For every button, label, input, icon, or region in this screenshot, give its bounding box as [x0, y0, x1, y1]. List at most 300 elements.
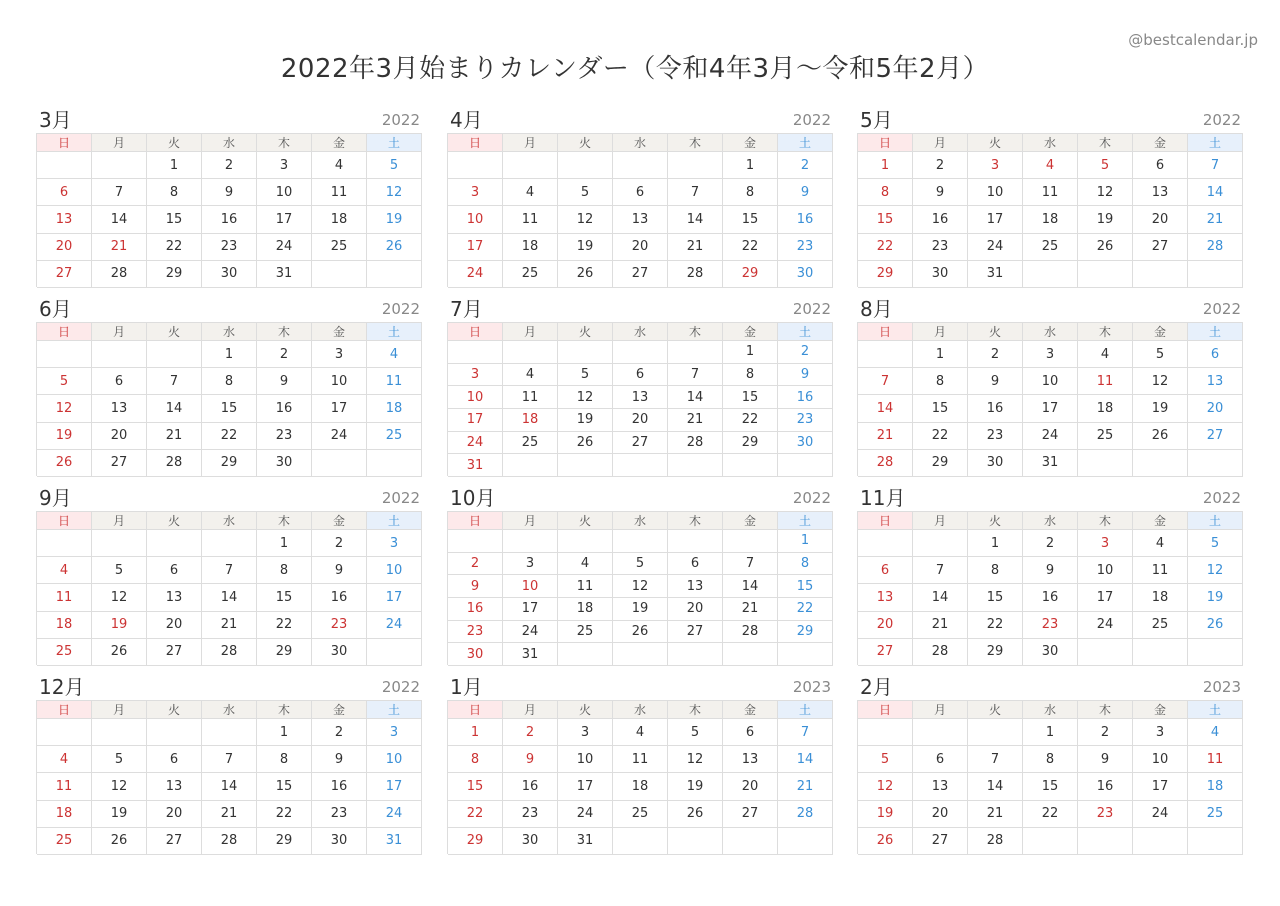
- weekday-header: 金: [312, 134, 367, 152]
- empty-cell: [503, 454, 558, 477]
- month-year: 2022: [792, 111, 831, 129]
- day-cell: 3: [448, 179, 503, 206]
- day-cell: 29: [858, 261, 913, 288]
- day-cell: 26: [558, 432, 613, 455]
- day-cell: 20: [723, 773, 778, 800]
- month-name: 3月: [39, 108, 72, 132]
- day-cell: 9: [257, 368, 312, 395]
- empty-cell: [92, 341, 147, 368]
- day-cell: 26: [1188, 612, 1243, 639]
- day-cell: 29: [147, 261, 202, 288]
- month-header: [447, 674, 833, 700]
- day-cell: 30: [312, 639, 367, 666]
- day-cell: 15: [913, 395, 968, 422]
- weekday-header: 月: [92, 323, 147, 341]
- day-cell: 22: [968, 612, 1023, 639]
- month-grid: [857, 322, 1243, 476]
- month-header: [36, 296, 422, 322]
- month-name: 8月: [860, 297, 893, 321]
- day-cell: 29: [778, 621, 833, 644]
- day-cell: 27: [92, 450, 147, 477]
- day-cell: 26: [37, 450, 92, 477]
- day-cell: 22: [778, 598, 833, 621]
- day-cell: 7: [202, 746, 257, 773]
- day-cell: 8: [723, 179, 778, 206]
- weekday-header: 日: [448, 701, 503, 719]
- day-cell: 21: [92, 234, 147, 261]
- day-cell: 5: [37, 368, 92, 395]
- day-cell: 8: [202, 368, 257, 395]
- day-cell: 5: [1078, 152, 1133, 179]
- day-cell: 10: [1133, 746, 1188, 773]
- weekday-header: 金: [1133, 134, 1188, 152]
- day-cell: 25: [1133, 612, 1188, 639]
- day-cell: 11: [503, 386, 558, 409]
- day-cell: 13: [668, 575, 723, 598]
- weekday-header: 火: [147, 512, 202, 530]
- day-cell: 10: [257, 179, 312, 206]
- month-grid: [447, 322, 833, 476]
- day-cell: 4: [503, 179, 558, 206]
- day-cell: 28: [968, 828, 1023, 855]
- day-cell: 20: [668, 598, 723, 621]
- weekday-header: 木: [257, 134, 312, 152]
- month-year: 2023: [1202, 678, 1241, 696]
- weekday-header: 水: [613, 701, 668, 719]
- day-cell: 9: [312, 557, 367, 584]
- month-name: 1月: [450, 675, 483, 699]
- day-cell: 10: [968, 179, 1023, 206]
- day-cell: 14: [668, 386, 723, 409]
- day-cell: 1: [202, 341, 257, 368]
- day-cell: 29: [257, 828, 312, 855]
- weekday-header: 日: [37, 512, 92, 530]
- day-cell: 31: [448, 454, 503, 477]
- day-cell: 22: [723, 234, 778, 261]
- day-cell: 6: [37, 179, 92, 206]
- day-cell: 9: [202, 179, 257, 206]
- weekday-header: 火: [147, 134, 202, 152]
- day-cell: 31: [968, 261, 1023, 288]
- day-cell: 9: [968, 368, 1023, 395]
- day-cell: 7: [858, 368, 913, 395]
- day-cell: 17: [367, 584, 422, 611]
- day-cell: 9: [1023, 557, 1078, 584]
- empty-cell: [723, 530, 778, 553]
- day-cell: 24: [1023, 423, 1078, 450]
- day-cell: 26: [558, 261, 613, 288]
- day-cell: 26: [858, 828, 913, 855]
- empty-cell: [92, 719, 147, 746]
- day-cell: 11: [1133, 557, 1188, 584]
- day-cell: 22: [202, 423, 257, 450]
- day-cell: 24: [367, 801, 422, 828]
- day-cell: 5: [858, 746, 913, 773]
- weekday-header: 水: [613, 134, 668, 152]
- day-cell: 24: [558, 801, 613, 828]
- weekday-header: 月: [503, 134, 558, 152]
- day-cell: 29: [723, 432, 778, 455]
- day-cell: 5: [1188, 530, 1243, 557]
- day-cell: 23: [913, 234, 968, 261]
- day-cell: 27: [613, 432, 668, 455]
- day-cell: 28: [778, 801, 833, 828]
- month-grid: [857, 133, 1243, 287]
- month-calendar: [857, 107, 1243, 287]
- empty-cell: [723, 828, 778, 855]
- month-header: [857, 107, 1243, 133]
- day-cell: 25: [1188, 801, 1243, 828]
- weekday-header: 金: [1133, 323, 1188, 341]
- weekday-header: 月: [913, 701, 968, 719]
- day-cell: 13: [92, 395, 147, 422]
- day-cell: 14: [1188, 179, 1243, 206]
- day-cell: 8: [913, 368, 968, 395]
- day-cell: 3: [367, 719, 422, 746]
- month-year: 2022: [381, 678, 420, 696]
- day-cell: 14: [668, 206, 723, 233]
- day-cell: 30: [202, 261, 257, 288]
- day-cell: 22: [913, 423, 968, 450]
- empty-cell: [37, 341, 92, 368]
- day-cell: 27: [668, 621, 723, 644]
- month-header: [36, 674, 422, 700]
- empty-cell: [367, 450, 422, 477]
- day-cell: 27: [37, 261, 92, 288]
- month-grid: [857, 511, 1243, 665]
- month-calendar: [36, 107, 422, 287]
- empty-cell: [367, 639, 422, 666]
- day-cell: 7: [778, 719, 833, 746]
- day-cell: 6: [147, 557, 202, 584]
- day-cell: 28: [202, 828, 257, 855]
- day-cell: 11: [558, 575, 613, 598]
- empty-cell: [613, 152, 668, 179]
- day-cell: 26: [92, 828, 147, 855]
- day-cell: 17: [448, 234, 503, 261]
- empty-cell: [1188, 639, 1243, 666]
- day-cell: 15: [723, 206, 778, 233]
- month-name: 11月: [860, 486, 906, 510]
- site-credit: @bestcalendar.jp: [1128, 31, 1258, 49]
- day-cell: 17: [558, 773, 613, 800]
- weekday-header: 金: [723, 701, 778, 719]
- month-calendar: [857, 674, 1243, 854]
- empty-cell: [613, 530, 668, 553]
- weekday-header: 月: [503, 701, 558, 719]
- day-cell: 16: [1078, 773, 1133, 800]
- weekday-header: 土: [367, 134, 422, 152]
- empty-cell: [367, 261, 422, 288]
- weekday-header: 水: [202, 512, 257, 530]
- weekday-header: 水: [1023, 323, 1078, 341]
- month-name: 10月: [450, 486, 496, 510]
- month-calendar: [447, 107, 833, 287]
- day-cell: 31: [1023, 450, 1078, 477]
- day-cell: 23: [312, 801, 367, 828]
- day-cell: 25: [312, 234, 367, 261]
- day-cell: 21: [778, 773, 833, 800]
- day-cell: 24: [1078, 612, 1133, 639]
- day-cell: 31: [367, 828, 422, 855]
- day-cell: 6: [723, 719, 778, 746]
- day-cell: 13: [1133, 179, 1188, 206]
- day-cell: 8: [968, 557, 1023, 584]
- day-cell: 5: [558, 179, 613, 206]
- day-cell: 4: [1023, 152, 1078, 179]
- day-cell: 9: [778, 364, 833, 387]
- day-cell: 1: [1023, 719, 1078, 746]
- day-cell: 20: [1133, 206, 1188, 233]
- day-cell: 29: [257, 639, 312, 666]
- empty-cell: [558, 530, 613, 553]
- weekday-header: 木: [668, 323, 723, 341]
- month-name: 9月: [39, 486, 72, 510]
- day-cell: 2: [202, 152, 257, 179]
- empty-cell: [37, 530, 92, 557]
- day-cell: 29: [202, 450, 257, 477]
- empty-cell: [668, 341, 723, 364]
- day-cell: 28: [668, 261, 723, 288]
- day-cell: 13: [37, 206, 92, 233]
- day-cell: 26: [367, 234, 422, 261]
- day-cell: 4: [312, 152, 367, 179]
- day-cell: 14: [913, 584, 968, 611]
- weekday-header: 火: [968, 512, 1023, 530]
- day-cell: 26: [1078, 234, 1133, 261]
- day-cell: 14: [858, 395, 913, 422]
- day-cell: 18: [37, 612, 92, 639]
- day-cell: 14: [147, 395, 202, 422]
- day-cell: 15: [858, 206, 913, 233]
- month-grid: [447, 700, 833, 854]
- day-cell: 24: [448, 432, 503, 455]
- day-cell: 14: [723, 575, 778, 598]
- month-year: 2022: [1202, 300, 1241, 318]
- day-cell: 6: [92, 368, 147, 395]
- day-cell: 20: [147, 612, 202, 639]
- day-cell: 13: [913, 773, 968, 800]
- day-cell: 10: [558, 746, 613, 773]
- day-cell: 4: [558, 553, 613, 576]
- day-cell: 11: [1078, 368, 1133, 395]
- day-cell: 27: [1133, 234, 1188, 261]
- day-cell: 17: [1133, 773, 1188, 800]
- day-cell: 11: [37, 773, 92, 800]
- weekday-header: 火: [147, 323, 202, 341]
- weekday-header: 月: [913, 323, 968, 341]
- day-cell: 26: [613, 621, 668, 644]
- day-cell: 16: [1023, 584, 1078, 611]
- day-cell: 11: [367, 368, 422, 395]
- day-cell: 20: [613, 409, 668, 432]
- day-cell: 21: [668, 409, 723, 432]
- weekday-header: 土: [367, 701, 422, 719]
- day-cell: 16: [778, 206, 833, 233]
- month-header: [447, 107, 833, 133]
- day-cell: 25: [37, 639, 92, 666]
- day-cell: 1: [913, 341, 968, 368]
- day-cell: 16: [257, 395, 312, 422]
- day-cell: 5: [668, 719, 723, 746]
- day-cell: 2: [1023, 530, 1078, 557]
- day-cell: 18: [1188, 773, 1243, 800]
- month-year: 2022: [381, 300, 420, 318]
- empty-cell: [448, 152, 503, 179]
- day-cell: 17: [312, 395, 367, 422]
- day-cell: 16: [202, 206, 257, 233]
- month-name: 12月: [39, 675, 85, 699]
- day-cell: 5: [1133, 341, 1188, 368]
- empty-cell: [778, 828, 833, 855]
- day-cell: 10: [1023, 368, 1078, 395]
- day-cell: 24: [448, 261, 503, 288]
- day-cell: 19: [1078, 206, 1133, 233]
- day-cell: 6: [613, 364, 668, 387]
- weekday-header: 土: [1188, 134, 1243, 152]
- day-cell: 10: [367, 557, 422, 584]
- month-year: 2022: [1202, 489, 1241, 507]
- day-cell: 16: [968, 395, 1023, 422]
- empty-cell: [1133, 450, 1188, 477]
- month-name: 4月: [450, 108, 483, 132]
- weekday-header: 日: [858, 512, 913, 530]
- day-cell: 18: [1078, 395, 1133, 422]
- day-cell: 26: [668, 801, 723, 828]
- day-cell: 1: [147, 152, 202, 179]
- day-cell: 14: [778, 746, 833, 773]
- day-cell: 18: [367, 395, 422, 422]
- weekday-header: 木: [1078, 134, 1133, 152]
- day-cell: 13: [147, 584, 202, 611]
- day-cell: 7: [668, 179, 723, 206]
- day-cell: 6: [1188, 341, 1243, 368]
- day-cell: 1: [778, 530, 833, 553]
- month-year: 2022: [381, 489, 420, 507]
- day-cell: 30: [503, 828, 558, 855]
- day-cell: 10: [1078, 557, 1133, 584]
- day-cell: 3: [968, 152, 1023, 179]
- day-cell: 18: [312, 206, 367, 233]
- day-cell: 24: [367, 612, 422, 639]
- day-cell: 19: [613, 598, 668, 621]
- weekday-header: 土: [367, 323, 422, 341]
- day-cell: 28: [668, 432, 723, 455]
- day-cell: 23: [778, 409, 833, 432]
- day-cell: 12: [1078, 179, 1133, 206]
- day-cell: 6: [668, 553, 723, 576]
- day-cell: 16: [778, 386, 833, 409]
- empty-cell: [147, 530, 202, 557]
- day-cell: 4: [613, 719, 668, 746]
- day-cell: 4: [1133, 530, 1188, 557]
- day-cell: 27: [147, 828, 202, 855]
- day-cell: 25: [1023, 234, 1078, 261]
- day-cell: 30: [913, 261, 968, 288]
- empty-cell: [558, 454, 613, 477]
- day-cell: 5: [367, 152, 422, 179]
- weekday-header: 日: [448, 323, 503, 341]
- day-cell: 5: [613, 553, 668, 576]
- weekday-header: 金: [1133, 512, 1188, 530]
- month-calendar: [447, 296, 833, 476]
- month-calendar: [857, 485, 1243, 665]
- day-cell: 15: [723, 386, 778, 409]
- day-cell: 17: [968, 206, 1023, 233]
- weekday-header: 木: [257, 512, 312, 530]
- day-cell: 17: [1023, 395, 1078, 422]
- day-cell: 19: [858, 801, 913, 828]
- empty-cell: [613, 828, 668, 855]
- day-cell: 23: [257, 423, 312, 450]
- month-grid: [36, 511, 422, 665]
- day-cell: 21: [202, 801, 257, 828]
- month-header: [36, 485, 422, 511]
- day-cell: 9: [913, 179, 968, 206]
- day-cell: 28: [913, 639, 968, 666]
- day-cell: 9: [312, 746, 367, 773]
- day-cell: 10: [503, 575, 558, 598]
- day-cell: 27: [1188, 423, 1243, 450]
- weekday-header: 火: [968, 701, 1023, 719]
- empty-cell: [1188, 261, 1243, 288]
- day-cell: 21: [668, 234, 723, 261]
- day-cell: 23: [968, 423, 1023, 450]
- month-header: [447, 485, 833, 511]
- day-cell: 8: [1023, 746, 1078, 773]
- day-cell: 22: [257, 801, 312, 828]
- weekday-header: 土: [778, 323, 833, 341]
- empty-cell: [37, 719, 92, 746]
- empty-cell: [858, 530, 913, 557]
- day-cell: 11: [1188, 746, 1243, 773]
- weekday-header: 土: [1188, 323, 1243, 341]
- empty-cell: [558, 152, 613, 179]
- day-cell: 19: [668, 773, 723, 800]
- day-cell: 31: [503, 643, 558, 666]
- day-cell: 12: [558, 386, 613, 409]
- day-cell: 24: [1133, 801, 1188, 828]
- day-cell: 7: [913, 557, 968, 584]
- empty-cell: [668, 643, 723, 666]
- month-grid: [36, 133, 422, 287]
- weekday-header: 水: [202, 134, 257, 152]
- month-header: [447, 296, 833, 322]
- empty-cell: [858, 341, 913, 368]
- weekday-header: 木: [1078, 512, 1133, 530]
- day-cell: 29: [448, 828, 503, 855]
- day-cell: 22: [1023, 801, 1078, 828]
- empty-cell: [1188, 450, 1243, 477]
- day-cell: 18: [503, 234, 558, 261]
- day-cell: 23: [503, 801, 558, 828]
- weekday-header: 火: [558, 134, 613, 152]
- day-cell: 24: [312, 423, 367, 450]
- weekday-header: 水: [202, 701, 257, 719]
- day-cell: 8: [448, 746, 503, 773]
- weekday-header: 木: [257, 323, 312, 341]
- day-cell: 14: [202, 584, 257, 611]
- month-year: 2023: [792, 678, 831, 696]
- day-cell: 13: [858, 584, 913, 611]
- weekday-header: 木: [1078, 323, 1133, 341]
- weekday-header: 火: [558, 701, 613, 719]
- day-cell: 23: [312, 612, 367, 639]
- weekday-header: 土: [1188, 512, 1243, 530]
- day-cell: 11: [312, 179, 367, 206]
- day-cell: 3: [312, 341, 367, 368]
- weekday-header: 日: [858, 701, 913, 719]
